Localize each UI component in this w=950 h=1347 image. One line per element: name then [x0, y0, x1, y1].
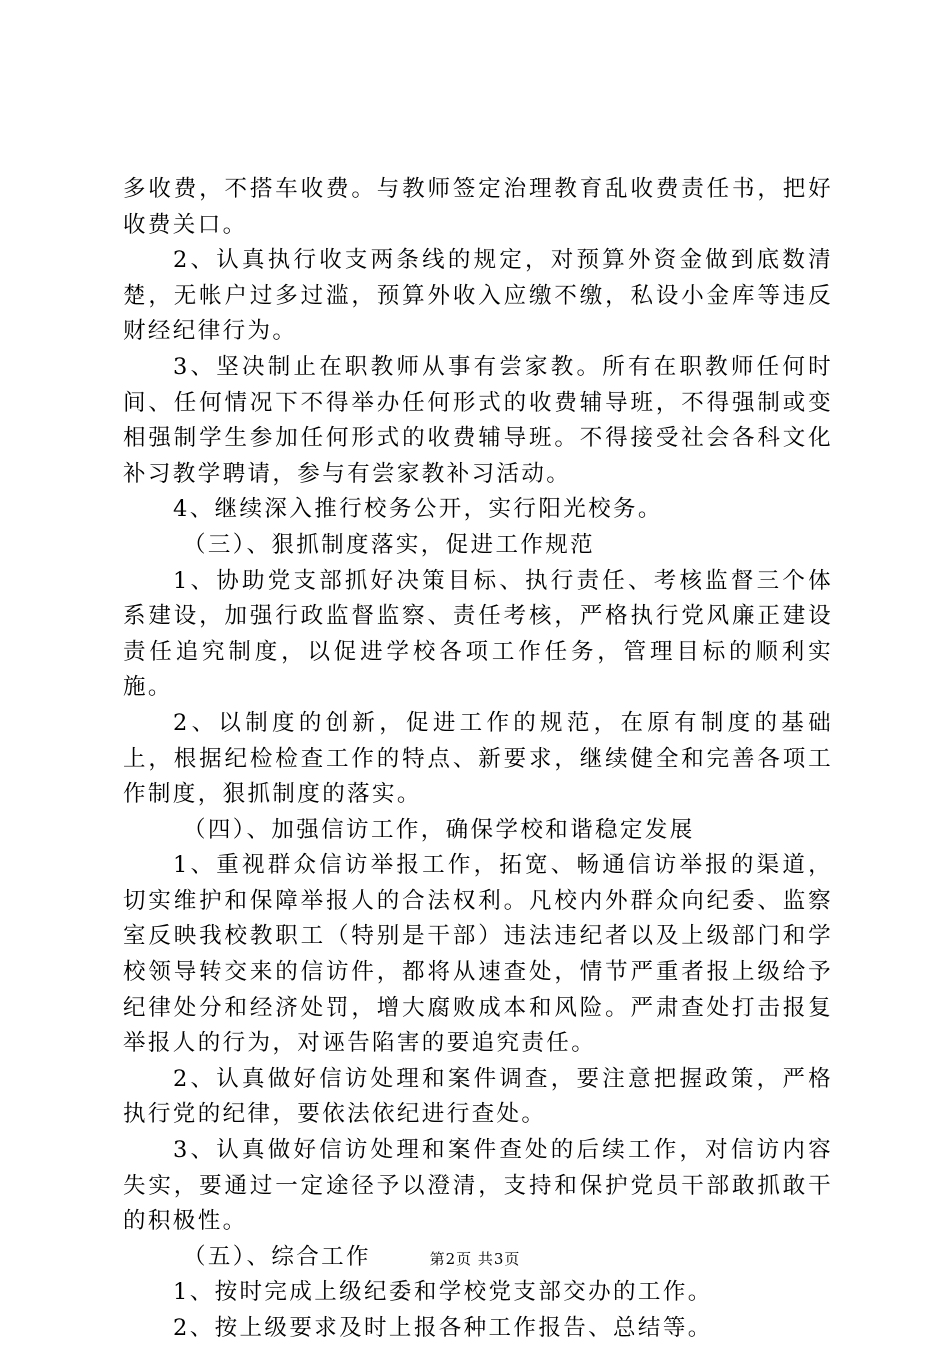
paragraph-item: 2、按上级要求及时上报各种工作报告、总结等。	[173, 1315, 713, 1341]
paragraph-item: 2、以制度的创新，促进工作的规范，在原有制度的基础上，根据纪检检查工作的特点、新要求，继续健全和完善各项工作制度，狠抓制度的落实。	[123, 709, 833, 808]
paragraph-item: 1、按时完成上级纪委和学校党支部交办的工作。	[173, 1279, 713, 1306]
section-heading: （三）、狠抓制度落实，促进工作规范	[183, 531, 596, 558]
paragraph-item: 3、坚决制止在职教师从事有尝家教。所有在职教师任何时间、任何情况下不得举办任何形式的收费辅导班，不得强制或变相强制学生参加任何形式的收费辅导班。不得接受社会各科文化补习教学聘请，参与有尝家教补习活动。	[123, 353, 833, 487]
section-heading: （四）、加强信访工作，确保学校和谐稳定发展	[183, 816, 695, 843]
paragraph-continuation: 多收费，不搭车收费。与教师签定治理教育乱收费责任书，把好收费关口。	[123, 176, 833, 238]
paragraph-item: 4、继续深入推行校务公开，实行阳光校务。	[173, 496, 663, 523]
document-body	[123, 172, 833, 1347]
page-footer: 第2页 共3页	[429, 1250, 521, 1268]
paragraph-item: 2、认真执行收支两条线的规定，对预算外资金做到底数清楚，无帐户过多过滥，预算外收入应缴不缴，私设小金库等违反财经纪律行为。	[123, 247, 833, 345]
section-heading: （五）、综合工作	[183, 1243, 371, 1270]
paragraph-item: 1、协助党支部抓好决策目标、执行责任、考核监督三个体系建设，加强行政监督监察、责任考核，严格执行党风廉正建设责任追究制度，以促进学校各项工作任务，管理目标的顺利实施。	[123, 567, 833, 701]
paragraph-item: 1、重视群众信访举报工作，拓宽、畅通信访举报的渠道，切实维护和保障举报人的合法权利。凡校内外群众向纪委、监察室反映我校教职工（特别是干部）违法违纪者以及上级部门和学校领导转交来的信访件，都将从速查处，情节严重者报上级给予纪律处分和经济处罚，增大腐败成本和风险。严肃查处打击报复举报人的行为，对诬告陷害的要追究责任。	[123, 852, 833, 1057]
paragraph-item: 2、认真做好信访处理和案件调查，要注意把握政策，严格执行党的纪律，要依法依纪进行查处。	[123, 1065, 833, 1128]
paragraph-item: 3、认真做好信访处理和案件查处的后续工作，对信访内容失实，要通过一定途径予以澄清，支持和保护党员干部敢抓敢干的积极性。	[123, 1137, 833, 1235]
